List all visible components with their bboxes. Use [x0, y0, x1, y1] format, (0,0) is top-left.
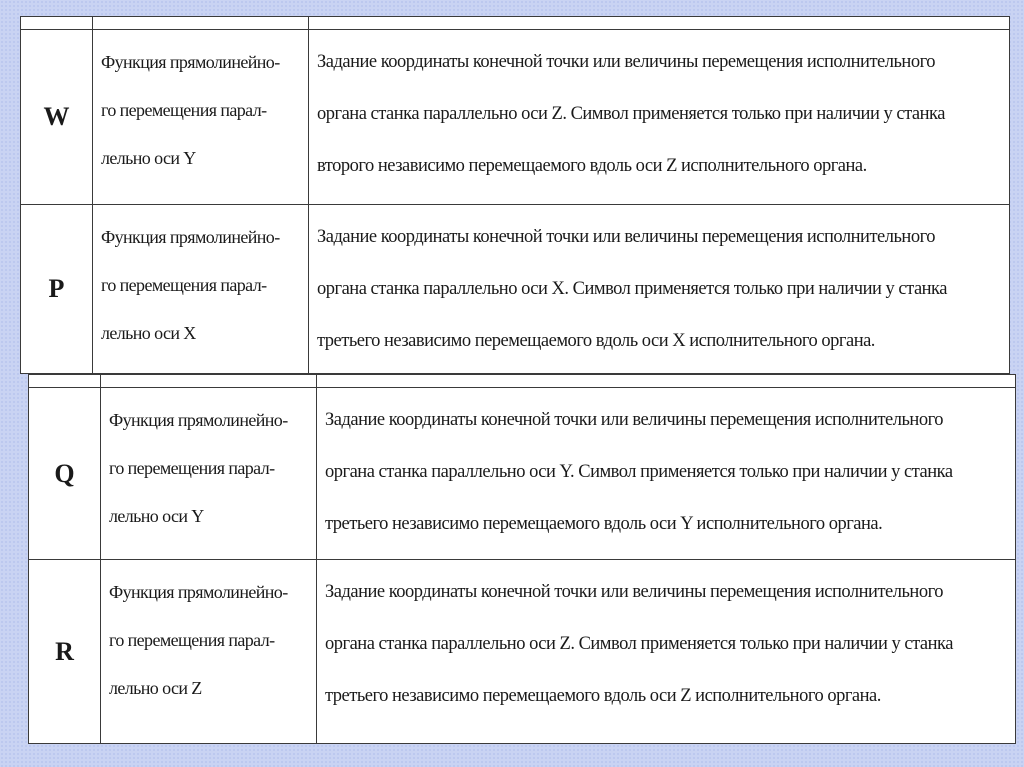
table-row-top-spacer [29, 375, 1016, 388]
description-line: органа станка параллельно оси Z. Символ применяется только при наличии у станка [317, 104, 945, 124]
code-table [20, 16, 1010, 374]
symbol-cell: R [29, 560, 101, 744]
function-line: Функция прямолинейно- [101, 227, 280, 247]
function-line: го перемещения парал- [109, 630, 275, 650]
function-cell [101, 560, 317, 744]
description-cell [309, 205, 1010, 374]
function-line: го перемещения парал- [101, 275, 267, 295]
symbol-cell: Q [29, 388, 101, 560]
description-line: Задание координаты конечной точки или величины перемещения исполнительного [317, 52, 935, 72]
description-line: третьего независимо перемещаемого вдоль оси Y исполнительного органа. [325, 514, 883, 534]
code-table [28, 374, 1016, 744]
function-line: го перемещения парал- [109, 458, 275, 478]
table-row [21, 205, 1010, 374]
function-line: лельно оси Y [109, 506, 204, 526]
description-cell [309, 30, 1010, 205]
symbol-cell: W [21, 30, 93, 205]
description-line: органа станка параллельно оси Y. Символ применяется только при наличии у станка [325, 462, 953, 482]
description-line: третьего независимо перемещаемого вдоль оси Z исполнительного органа. [325, 686, 881, 706]
description-line: органа станка параллельно оси X. Символ применяется только при наличии у станка [317, 279, 947, 299]
function-cell [93, 30, 309, 205]
table-row [29, 388, 1016, 560]
function-line: лельно оси Y [101, 148, 196, 168]
symbol-cell: P [21, 205, 93, 374]
function-line: Функция прямолинейно- [109, 582, 288, 602]
description-line: органа станка параллельно оси Z. Символ применяется только при наличии у станка [325, 634, 953, 654]
function-line: Функция прямолинейно- [101, 52, 280, 72]
function-line: го перемещения парал- [101, 100, 267, 120]
description-line: Задание координаты конечной точки или величины перемещения исполнительного [325, 410, 943, 430]
description-line: второго независимо перемещаемого вдоль оси Z исполнительного органа. [317, 156, 867, 176]
description-line: Задание координаты конечной точки или величины перемещения исполнительного [317, 227, 935, 247]
function-cell [93, 205, 309, 374]
description-line: третьего независимо перемещаемого вдоль оси X исполнительного органа. [317, 331, 875, 351]
function-line: лельно оси X [101, 323, 196, 343]
table-row [21, 30, 1010, 205]
function-line: Функция прямолинейно- [109, 410, 288, 430]
description-line: Задание координаты конечной точки или величины перемещения исполнительного [325, 582, 943, 602]
description-cell [317, 560, 1016, 744]
table-panel-bottom [28, 374, 1016, 744]
table-panel-top [20, 16, 1010, 374]
function-line: лельно оси Z [109, 678, 202, 698]
description-cell [317, 388, 1016, 560]
table-row [29, 560, 1016, 744]
table-row-top-spacer [21, 17, 1010, 30]
function-cell [101, 388, 317, 560]
